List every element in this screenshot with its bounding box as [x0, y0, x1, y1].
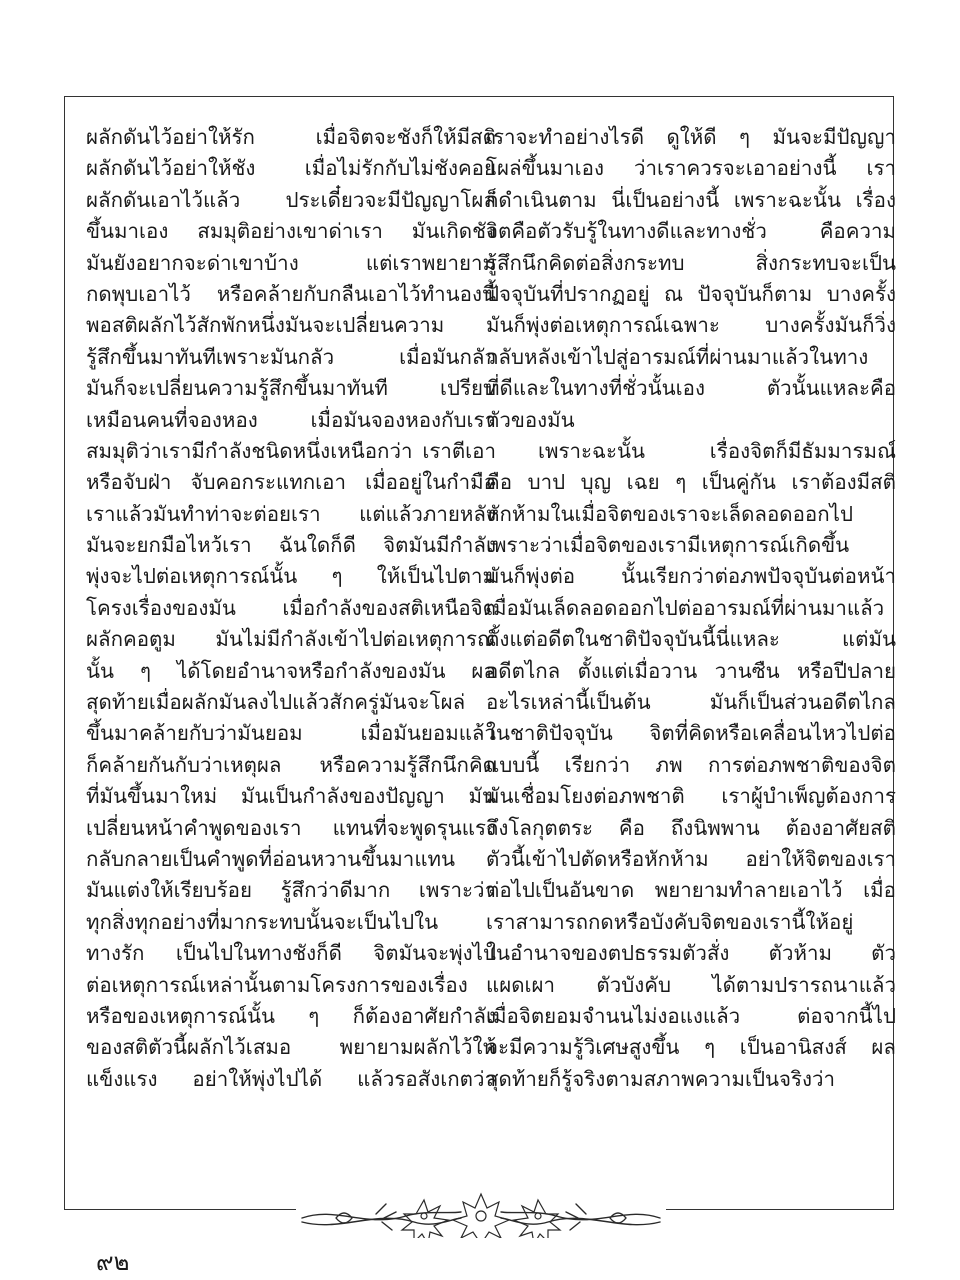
- text-line: ผลักดันไว้อย่าให้รัก เมื่อจิตจะชังก็ให้มีสติ: [86, 125, 496, 149]
- text-line: ก็ดำเนินตาม นี่เป็นอย่างนี้ เพราะฉะนั้น เรื่อง: [486, 187, 896, 212]
- text-line: เหมือนคนที่จองหอง เมื่อมันจองหองกับเรา: [86, 407, 496, 432]
- paragraph-start-line: เพราะฉะนั้น เรื่องจิตก็มีธัมมารมณ์: [538, 438, 896, 463]
- text-line: กลับหลังเข้าไปสู่อารมณ์ที่ผ่านมาแล้วในทาง: [486, 344, 869, 369]
- text-line: ที่ดีและในทางที่ชั่วนั้นเอง ตัวนั้นแหละคือ: [486, 376, 896, 401]
- text-line: นั้น ๆ ได้โดยอำนาจหรือกำลังของมัน ผล: [86, 658, 496, 683]
- text-line: ตั้งแต่อดีตในชาติปัจจุบันนี้นี่แหละ แต่มัน: [486, 627, 896, 652]
- text-line: แบบนี้ เรียกว่า ภพ การต่อภพชาติของจิต: [486, 752, 896, 777]
- text-line: ของสติตัวนี้ผลักไว้เสมอ พยายามผลักไว้ให้: [86, 1035, 496, 1060]
- text-line: กลับกลายเป็นคำพูดที่อ่อนหวานขึ้นมาแทน: [86, 846, 456, 871]
- text-line: กดพุบเอาไว้ หรือคล้ายกับกลืนเอาไว้ทำนองนี้: [86, 281, 496, 306]
- text-line: ต่อไปเป็นอันขาด พยายามทำลายเอาไว้ เมื่อ: [486, 878, 896, 903]
- text-line: ในอำนาจของตปธรรมตัวสั่ง ตัวห้าม ตัว: [486, 941, 896, 966]
- text-line: ทุกสิ่งทุกอย่างที่มากระทบนั้นจะเป็นไปใน: [86, 909, 439, 934]
- text-line: เมื่อมันเล็ดลอดออกไปต่ออารมณ์ที่ผ่านมาแล้ว: [486, 595, 885, 620]
- text-line: มันก็จะเปลี่ยนความรู้สึกขึ้นมาทันที เปรียบ: [86, 376, 496, 401]
- text-line: เมื่อจิตยอมจำนนไม่งอแงแล้ว ต่อจากนี้ไป: [486, 1003, 896, 1028]
- paragraph-end-line: ตัวของมัน: [486, 407, 575, 432]
- text-line: เปลี่ยนหน้าคำพูดของเรา แทนที่จะพูดรุนแรง: [86, 815, 496, 840]
- text-line: สุดท้ายเมื่อผลักมันลงไปแล้วสักครู่มันจะโผล่: [86, 690, 466, 715]
- text-line: หักห้ามในเมื่อจิตของเราจะเล็ดลอดออกไป: [486, 501, 853, 526]
- text-line: มันยังอยากจะด่าเขาบ้าง แต่เราพยายาม: [86, 250, 496, 275]
- text-line: คือ บาป บุญ เฉย ๆ เป็นคู่กัน เราต้องมีสติ: [486, 470, 896, 495]
- text-line: มันแต่งให้เรียบร้อย รู้สึกว่าดีมาก เพราะว่า: [86, 878, 496, 903]
- text-line: ตัวนี้เข้าไปตัดหรือหักห้าม อย่าให้จิตของเรา: [486, 846, 896, 871]
- page-number: ๙๒: [96, 1248, 130, 1276]
- text-line: จิตคือตัวรับรู้ในทางดีและทางชั่ว คือความ: [486, 219, 896, 244]
- text-line: ผลักคอตูม มันไม่มีกำลังเข้าไปต่อเหตุการณ์: [86, 627, 496, 652]
- text-line: อะไรเหล่านี้เป็นต้น มันก็เป็นส่วนอดีตไกล: [486, 690, 896, 715]
- text-line: ขึ้นมาคล้ายกับว่ามันยอม เมื่อมันยอมแล้ว: [86, 721, 496, 746]
- text-line: เราสามารถกดหรือบังคับจิตของเรานี้ให้อยู่: [486, 909, 854, 934]
- text-line: มันก็พุ่งต่อ นั้นเรียกว่าต่อภพปัจจุบันต่อหน้า: [486, 564, 896, 589]
- text-line: ต่อเหตุการณ์เหล่านั้นตามโครงการของเรื่อง: [86, 972, 468, 997]
- text-line: ปัจจุบันที่ปรากฏอยู่ ณ ปัจจุบันก็ตาม บางครั้ง: [486, 281, 896, 306]
- text-line: ในชาติปัจจุบัน จิตที่คิดหรือเคลื่อนไหวไปต่อ: [486, 721, 896, 746]
- text-line: เราจะทำอย่างไรดี ดูให้ดี ๆ มันจะมีปัญญา: [486, 125, 896, 149]
- text-line: มันเชื่อมโยงต่อภพชาติ เราผู้บำเพ็ญต้องการ: [486, 784, 896, 809]
- floral-ornament-icon: [296, 1188, 666, 1238]
- text-line: สมมุติว่าเรามีกำลังชนิดหนึ่งเหนือกว่า เราตีเอา: [86, 438, 496, 463]
- text-line: ผลักดันไว้อย่าให้ชัง เมื่อไม่รักกับไม่ชังคอย: [86, 156, 496, 181]
- left-text-column: [86, 122, 496, 1095]
- text-line: พอสติผลักไว้สักพักหนึ่งมันจะเปลี่ยนความ: [86, 313, 445, 338]
- text-line: สุดท้ายก็รู้จริงตามสภาพความเป็นจริงว่า: [486, 1066, 836, 1091]
- text-line: แผดเผา ตัวบังคับ ได้ตามปรารถนาแล้ว: [486, 972, 896, 997]
- text-line: ขึ้นมาเอง สมมุติอย่างเขาด่าเรา มันเกิดชัง: [86, 219, 496, 244]
- text-line: หรือจับฝ่า จับคอกระแทกเอา เมื่ออยู่ในกำมือ: [86, 470, 496, 495]
- text-line: ที่มันขึ้นมาใหม่ มันเป็นกำลังของปัญญา มัน: [86, 784, 496, 809]
- text-line: จะมีความรู้วิเศษสูงขึ้น ๆ เป็นอานิสงส์ ผล: [486, 1035, 896, 1060]
- text-line: อดีตไกล ตั้งแต่เมื่อวาน วานซืน หรือปีปลาย: [486, 658, 896, 683]
- text-line: รู้สึกนึกคิดต่อสิ่งกระทบ สิ่งกระทบจะเป็น: [486, 250, 896, 275]
- text-line: เพราะว่าเมื่อจิตของเรามีเหตุการณ์เกิดขึ้น: [486, 533, 850, 558]
- text-line: ถึงโลกุตตระ คือ ถึงนิพพาน ต้องอาศัยสติ: [486, 815, 896, 840]
- text-line: เราแล้วมันทำท่าจะต่อยเรา แต่แล้วภายหลัง: [86, 501, 496, 526]
- text-line: แข็งแรง อย่าให้พุ่งไปได้ แล้วรอสังเกตว่า: [86, 1066, 496, 1091]
- text-line: หรือของเหตุการณ์นั้น ๆ ก็ต้องอาศัยกำลัง: [86, 1003, 496, 1028]
- text-line: ก็คล้ายกันกับว่าเหตุผล หรือความรู้สึกนึกคิด: [86, 752, 496, 777]
- right-text-column: [486, 122, 896, 1095]
- text-line: รู้สึกขึ้นมาทันทีเพราะมันกลัว เมื่อมันกลัว: [86, 344, 496, 369]
- text-line: โครงเรื่องของมัน เมื่อกำลังของสติเหนือจิต: [86, 595, 496, 620]
- text-line: พุ่งจะไปต่อเหตุการณ์นั้น ๆ ให้เป็นไปตาม: [86, 564, 496, 589]
- text-line: ผลักดันเอาไว้แล้ว ประเดี๋ยวจะมีปัญญาโผล่: [86, 187, 496, 212]
- text-line: ทางรัก เป็นไปในทางชังก็ดี จิตมันจะพุ่งไป: [86, 941, 496, 966]
- text-line: มันก็พุ่งต่อเหตุการณ์เฉพาะ บางครั้งมันก็วิ่ง: [486, 313, 896, 338]
- text-line: โผล่ขึ้นมาเอง ว่าเราควรจะเอาอย่างนี้ เรา: [486, 156, 896, 181]
- text-line: มันจะยกมือไหว้เรา ฉันใดก็ดี จิตมันมีกำลัง: [86, 533, 496, 558]
